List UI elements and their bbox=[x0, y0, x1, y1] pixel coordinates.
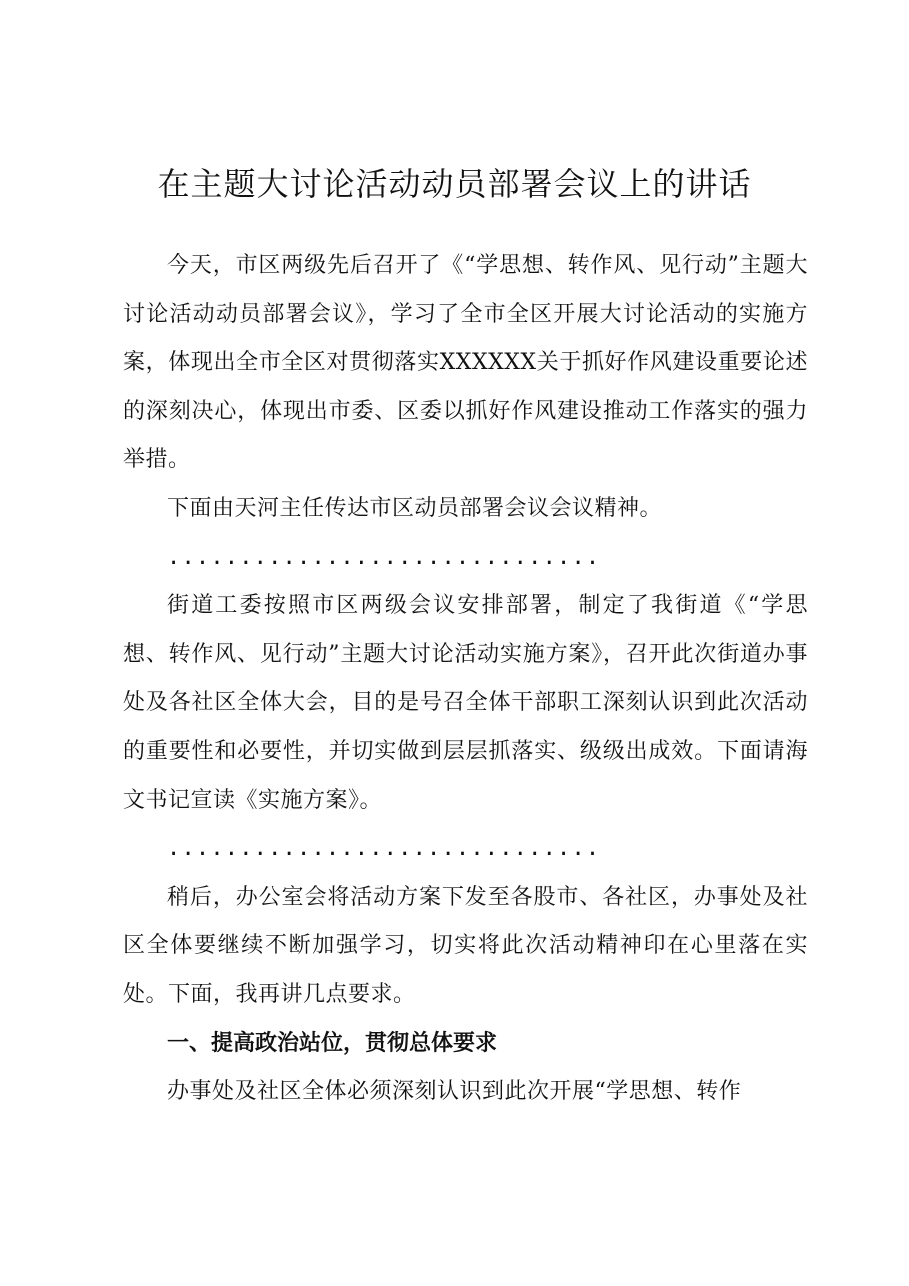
document-title: 在主题大讨论活动动员部署会议上的讲话 bbox=[157, 165, 752, 203]
paragraph-transmit-spirit: 下面由天河主任传达市区动员部署会议会议精神。 bbox=[167, 495, 663, 521]
document-body bbox=[123, 242, 808, 1117]
paragraph-section-one: 办事处及社区全体必须深刻认识到此次开展“学思想、转作 bbox=[167, 1079, 742, 1105]
paragraph-requirements-intro: 稍后，办公室会将活动方案下发至各股市、各社区，办事处及社区全体要继续不断加强学习，切实将此次活动精神印在心里落在实处。下面，我再讲几点要求。 bbox=[123, 884, 808, 1007]
paragraph-opening: 今天，市区两级先后召开了《“学思想、转作风、见行动”主题大讨论活动动员部署会议》，学习了全市全区开展大讨论活动的实施方案，体现出全市全区对贯彻落实XXXXXX关于抓好作风建设重要论述的深刻决心，体现出市委、区委以抓好作风建设推动工作落实的强力举措。 bbox=[123, 253, 808, 473]
ellipsis-divider: .............................. bbox=[167, 836, 601, 862]
ellipsis-divider: .............................. bbox=[167, 544, 601, 570]
paragraph-implementation-plan: 街道工委按照市区两级会议安排部署，制定了我街道《“学思想、转作风、见行动”主题大讨论活动实施方案》，召开此次街道办事处及各社区全体大会，目的是号召全体干部职工深刻认识到此次活动的重要性和必要性，并切实做到层层抓落实、级级出成效。下面请海文书记宣读《实施方案》。 bbox=[123, 593, 808, 813]
section-heading: 一、提高政治站位，贯彻总体要求 bbox=[167, 1030, 498, 1056]
